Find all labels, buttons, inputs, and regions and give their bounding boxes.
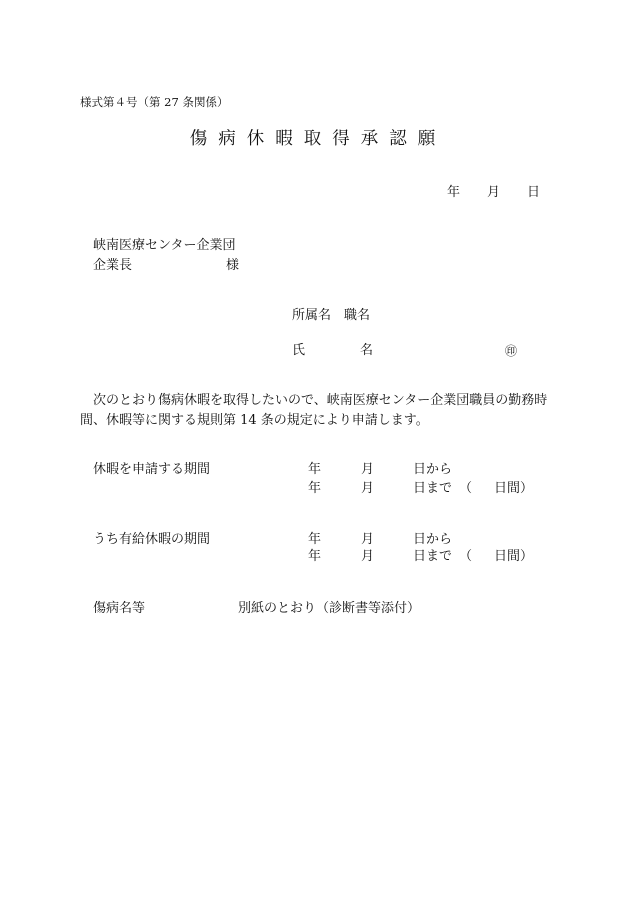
- paid-from-month: 月: [361, 532, 375, 547]
- paid-from-day: 日から: [413, 532, 453, 547]
- application-statement: 次のとおり傷病休暇を取得したいので、峡南医療センター企業団職員の勤務時間、休暇等に関する規則第 14 条の規定により申請します。: [80, 393, 548, 428]
- date-day-label: 日: [527, 185, 541, 200]
- disease-label: 傷病名等: [93, 601, 146, 616]
- name-label-given: 名: [360, 343, 374, 358]
- paid-to-year: 年: [308, 549, 322, 564]
- requested-from-day: 日から: [413, 462, 453, 477]
- requested-days-count: 日間）: [494, 481, 534, 496]
- paid-days-count: 日間）: [494, 549, 534, 564]
- addressee-honorific: 様: [226, 258, 240, 273]
- seal-icon: ㊞: [505, 344, 518, 358]
- paid-to-day: 日まで: [413, 549, 453, 564]
- addressee-organization: 峡南医療センター企業団: [93, 238, 236, 253]
- paid-to-month: 月: [361, 549, 375, 564]
- requested-to-month: 月: [361, 481, 375, 496]
- affiliation-label: 所属名 職名: [292, 308, 371, 323]
- paid-days-paren: （: [459, 549, 473, 564]
- requested-from-year: 年: [308, 462, 322, 477]
- addressee-title: 企業長: [93, 258, 133, 273]
- name-label-family: 氏: [292, 343, 306, 358]
- date-year-label: 年: [447, 185, 461, 200]
- requested-to-day: 日まで: [413, 481, 453, 496]
- requested-days-paren: （: [459, 481, 473, 496]
- paid-from-year: 年: [308, 532, 322, 547]
- requested-to-year: 年: [308, 481, 322, 496]
- disease-value: 別紙のとおり（診断書等添付）: [238, 601, 421, 616]
- form-number: 様式第４号（第 27 条関係）: [80, 95, 229, 109]
- requested-period-label: 休暇を申請する期間: [93, 462, 211, 477]
- requested-from-month: 月: [361, 462, 375, 477]
- date-month-label: 月: [487, 185, 501, 200]
- page-title: 傷病休暇取得承認願: [189, 129, 447, 149]
- paid-period-label: うち有給休暇の期間: [93, 532, 211, 547]
